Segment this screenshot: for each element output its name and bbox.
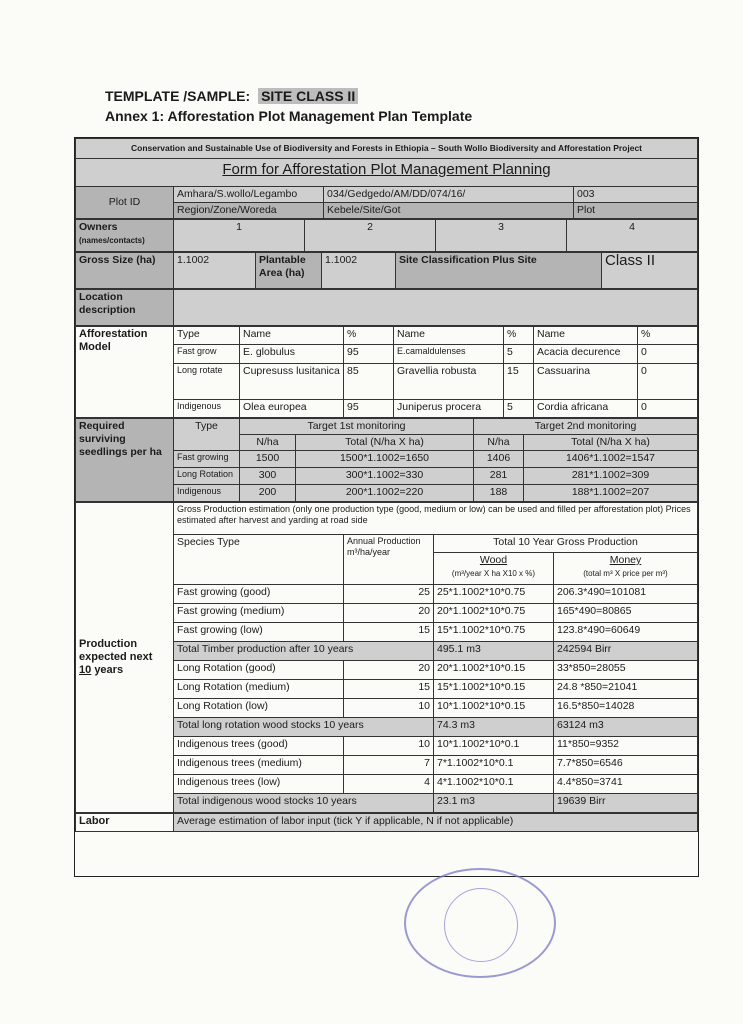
model-cell: Long rotate — [174, 364, 240, 400]
model-cell: Juniperus procera — [394, 400, 504, 418]
seedling-cell: 281*1.1002=309 — [524, 468, 698, 485]
location-label: Location description — [76, 290, 174, 326]
model-cell: Cupresuss lusitanica — [240, 364, 344, 400]
model-cell: Cordia africana — [534, 400, 638, 418]
gross-size-value: 1.1002 — [174, 253, 256, 289]
size-table — [75, 252, 698, 289]
model-head-name-2: Name — [394, 327, 504, 345]
wood-title: Wood — [479, 554, 508, 566]
project-line: Conservation and Sustainable Use of Biodiversity and Forests in Ethiopia – South Wollo Biodiversity and Afforestation Project — [76, 139, 698, 159]
production-cell: Fast growing (medium) — [174, 604, 344, 623]
region-label: Region/Zone/Woreda — [174, 203, 324, 219]
owner-4: 4 — [567, 220, 698, 252]
owners-title: Owners — [79, 221, 118, 233]
kebele-value: 034/Gedgedo/AM/DD/074/16/ — [324, 187, 574, 203]
total-production-header: Total 10 Year Gross Production — [434, 535, 698, 553]
owner-3: 3 — [436, 220, 567, 252]
seedling-cell: 188 — [474, 485, 524, 502]
production-cell: 20 — [344, 604, 434, 623]
seedling-cell: Indigenous — [174, 485, 240, 502]
location-table — [75, 289, 698, 326]
seedling-cell: Long Rotation — [174, 468, 240, 485]
form-title: Form for Afforestation Plot Management Planning — [76, 159, 698, 187]
production-cell: 15*1.1002*10*0.15 — [434, 680, 554, 699]
production-total-wood: 23.1 m3 — [434, 794, 554, 813]
production-cell: 4*1.1002*10*0.1 — [434, 775, 554, 794]
production-label — [76, 503, 174, 813]
plot-value: 003 — [574, 187, 698, 203]
owners-sub: (names/contacts) — [79, 236, 145, 245]
official-stamp — [404, 868, 556, 978]
production-cell: Long Rotation (low) — [174, 699, 344, 718]
seedlings-type-header: Type — [174, 419, 240, 451]
seedling-cell: 1500*1.1002=1650 — [296, 451, 474, 468]
production-note: Gross Production estimation (only one production type (good, medium or low) can be used and filled per afforestation plot) Prices estimated after harvest and yarding at road side — [174, 503, 698, 535]
plantable-value: 1.1002 — [322, 253, 396, 289]
management-form — [74, 137, 699, 877]
seedling-cell: 200 — [240, 485, 296, 502]
owner-1: 1 — [174, 220, 305, 252]
production-cell: 11*850=9352 — [554, 737, 698, 756]
site-class-value: Class II — [602, 253, 698, 289]
model-cell: 15 — [504, 364, 534, 400]
gross-size-label: Gross Size (ha) — [76, 253, 174, 289]
model-cell: Gravellia robusta — [394, 364, 504, 400]
wood-header — [434, 553, 554, 585]
production-cell: Indigenous trees (medium) — [174, 756, 344, 775]
seedling-cell: 1500 — [240, 451, 296, 468]
production-cell: 4 — [344, 775, 434, 794]
model-cell: 5 — [504, 345, 534, 364]
model-cell: Acacia decurence — [534, 345, 638, 364]
model-label: Afforestation Model — [76, 327, 174, 418]
production-table — [75, 502, 698, 813]
production-total-wood: 74.3 m3 — [434, 718, 554, 737]
production-cell: 206.3*490=101081 — [554, 585, 698, 604]
production-cell: 10 — [344, 737, 434, 756]
model-table — [75, 326, 698, 418]
seedling-cell: 300 — [240, 468, 296, 485]
production-cell: Indigenous trees (good) — [174, 737, 344, 756]
target-1-header: Target 1st monitoring — [240, 419, 474, 435]
model-cell: 5 — [504, 400, 534, 418]
seedling-cell: 1406 — [474, 451, 524, 468]
labor-text: Average estimation of labor input (tick Y if applicable, N if not applicable) — [174, 814, 698, 832]
production-label-2: expected next — [79, 651, 153, 663]
production-cell: 4.4*850=3741 — [554, 775, 698, 794]
model-cell: Indigenous — [174, 400, 240, 418]
location-value — [174, 290, 698, 326]
production-cell: 33*850=28055 — [554, 661, 698, 680]
owner-2: 2 — [305, 220, 436, 252]
production-cell: 165*490=80865 — [554, 604, 698, 623]
production-cell: 7*1.1002*10*0.1 — [434, 756, 554, 775]
production-total-money: 242594 Birr — [554, 642, 698, 661]
production-cell: 10*1.1002*10*0.15 — [434, 699, 554, 718]
model-head-name-3: Name — [534, 327, 638, 345]
production-cell: 25 — [344, 585, 434, 604]
target-2-header: Target 2nd monitoring — [474, 419, 698, 435]
money-sub: (total m³ X price per m³) — [583, 569, 668, 578]
production-cell: Long Rotation (medium) — [174, 680, 344, 699]
template-heading — [105, 88, 358, 104]
model-head-pct-3: % — [638, 327, 698, 345]
seedling-cell: 300*1.1002=330 — [296, 468, 474, 485]
production-cell: Indigenous trees (low) — [174, 775, 344, 794]
production-total-wood: 495.1 m3 — [434, 642, 554, 661]
nha-header-2: N/ha — [474, 435, 524, 451]
money-header — [554, 553, 698, 585]
total-header-1: Total (N/ha X ha) — [296, 435, 474, 451]
production-cell: 7 — [344, 756, 434, 775]
model-cell: 95 — [344, 345, 394, 364]
production-cell: 10 — [344, 699, 434, 718]
production-cell: 15*1.1002*10*0.75 — [434, 623, 554, 642]
region-value: Amhara/S.wollo/Legambo — [174, 187, 324, 203]
model-cell: 0 — [638, 364, 698, 400]
production-cell: 20*1.1002*10*0.75 — [434, 604, 554, 623]
model-head-pct-1: % — [344, 327, 394, 345]
model-head-type: Type — [174, 327, 240, 345]
labor-table — [75, 813, 698, 832]
production-cell: 16.5*850=14028 — [554, 699, 698, 718]
production-cell: Fast growing (low) — [174, 623, 344, 642]
total-header-2: Total (N/ha X ha) — [524, 435, 698, 451]
production-total-label: Total long rotation wood stocks 10 years — [174, 718, 434, 737]
production-cell: 10*1.1002*10*0.1 — [434, 737, 554, 756]
production-cell: 123.8*490=60649 — [554, 623, 698, 642]
species-type-header: Species Type — [174, 535, 344, 585]
model-head-pct-2: % — [504, 327, 534, 345]
plantable-label: Plantable Area (ha) — [256, 253, 322, 289]
production-cell: Fast growing (good) — [174, 585, 344, 604]
model-head-name-1: Name — [240, 327, 344, 345]
production-label-num: 10 — [79, 664, 92, 676]
wood-sub: (m³/year X ha X10 x %) — [451, 569, 536, 578]
model-cell: 85 — [344, 364, 394, 400]
labor-label: Labor — [76, 814, 174, 832]
owners-label — [76, 220, 174, 252]
site-class-highlight: SITE CLASS II — [258, 88, 358, 104]
seedlings-table — [75, 418, 698, 502]
production-cell: 15 — [344, 680, 434, 699]
production-total-label: Total indigenous wood stocks 10 years — [174, 794, 434, 813]
model-cell: Cassuarina — [534, 364, 638, 400]
production-total-money: 19639 Birr — [554, 794, 698, 813]
annex-title: Annex 1: Afforestation Plot Management Plan Template — [105, 108, 473, 124]
site-class-label: Site Classification Plus Site — [396, 253, 602, 289]
model-cell: E.camaldulenses — [394, 345, 504, 364]
money-title: Money — [609, 554, 642, 566]
seedlings-label: Required surviving seedlings per ha — [76, 419, 174, 502]
production-total-label: Total Timber production after 10 years — [174, 642, 434, 661]
production-cell: 24.8 *850=21041 — [554, 680, 698, 699]
production-label-years: years — [94, 664, 124, 676]
model-cell: E. globulus — [240, 345, 344, 364]
production-cell: 25*1.1002*10*0.75 — [434, 585, 554, 604]
model-cell: 0 — [638, 400, 698, 418]
model-cell: 0 — [638, 345, 698, 364]
model-cell: Fast grow — [174, 345, 240, 364]
production-total-money: 63124 m3 — [554, 718, 698, 737]
stamp-inner-ring — [444, 888, 518, 962]
production-cell: Long Rotation (good) — [174, 661, 344, 680]
kebele-label: Kebele/Site/Got — [324, 203, 574, 219]
seedling-cell: 200*1.1002=220 — [296, 485, 474, 502]
seedling-cell: Fast growing — [174, 451, 240, 468]
seedling-cell: 188*1.1002=207 — [524, 485, 698, 502]
seedling-cell: 281 — [474, 468, 524, 485]
form-header-table — [75, 138, 698, 219]
plot-label: Plot — [574, 203, 698, 219]
production-cell: 20 — [344, 661, 434, 680]
owners-table — [75, 219, 698, 252]
annual-production-header: Annual Production m³/ha/year — [344, 535, 434, 585]
production-label-1: Production — [79, 638, 138, 650]
plot-id-label: Plot ID — [76, 187, 174, 219]
seedling-cell: 1406*1.1002=1547 — [524, 451, 698, 468]
nha-header-1: N/ha — [240, 435, 296, 451]
model-cell: Olea europea — [240, 400, 344, 418]
production-cell: 15 — [344, 623, 434, 642]
template-prefix: TEMPLATE /SAMPLE: — [105, 88, 251, 104]
model-cell: 95 — [344, 400, 394, 418]
production-cell: 7.7*850=6546 — [554, 756, 698, 775]
production-cell: 20*1.1002*10*0.15 — [434, 661, 554, 680]
